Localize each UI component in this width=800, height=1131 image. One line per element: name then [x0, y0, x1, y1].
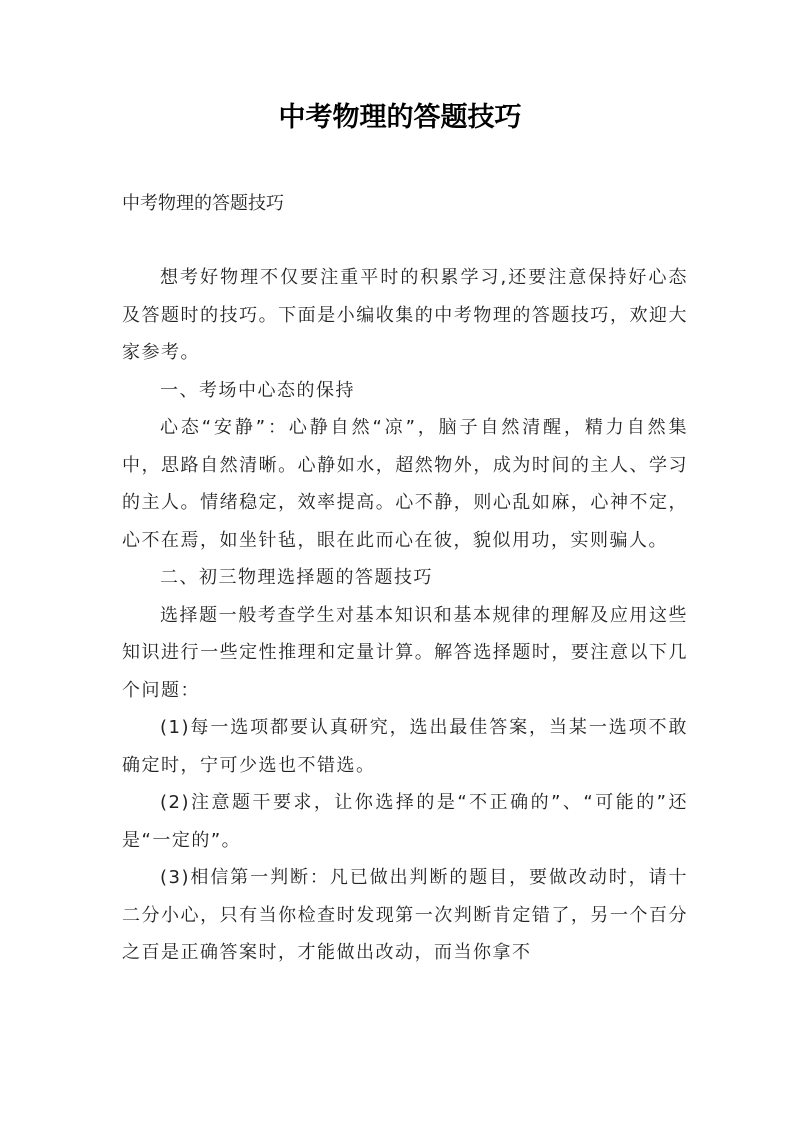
list-item-2: (2)注意题干要求，让你选择的是“不正确的”、“可能的”还是“一定的”。	[122, 792, 688, 851]
paragraph-calm-mind: 心态“安静”：心静自然“凉”，脑子自然清醒，精力自然集中，思路自然清晰。心静如水，超然物外，成为时间的主人、学习的主人。情绪稳定，效率提高。心不静，则心乱如麻，心神不定，心不在焉，如坐针毡，眼在此而心在彼，貌似用功，实则骗人。	[122, 417, 688, 551]
intro-paragraph: 想考好物理不仅要注重平时的积累学习,还要注意保持好心态及答题时的技巧。下面是小编收集的中考物理的答题技巧，欢迎大家参考。	[122, 267, 688, 363]
section-heading-1: 一、考场中心态的保持	[160, 379, 355, 401]
paragraph-choice-questions: 选择题一般考查学生对基本知识和基本规律的理解及应用这些知识进行一些定性推理和定量计算。解答选择题时，要注意以下几个问题：	[122, 604, 688, 701]
list-item-3: (3)相信第一判断：凡已做出判断的题目，要做改动时，请十二分小心，只有当你检查时发现第一次判断肯定错了，另一个百分之百是正确答案时，才能做出改动，而当你拿不	[122, 867, 688, 963]
document-body	[122, 259, 688, 972]
section-heading-2: 二、初三物理选择题的答题技巧	[160, 567, 433, 588]
list-item-1: (1)每一选项都要认真研究，选出最佳答案，当某一选项不敢确定时，宁可少选也不错选。	[122, 717, 688, 776]
page-title: 中考物理的答题技巧	[278, 102, 522, 133]
page-subtitle: 中考物理的答题技巧	[122, 193, 284, 214]
